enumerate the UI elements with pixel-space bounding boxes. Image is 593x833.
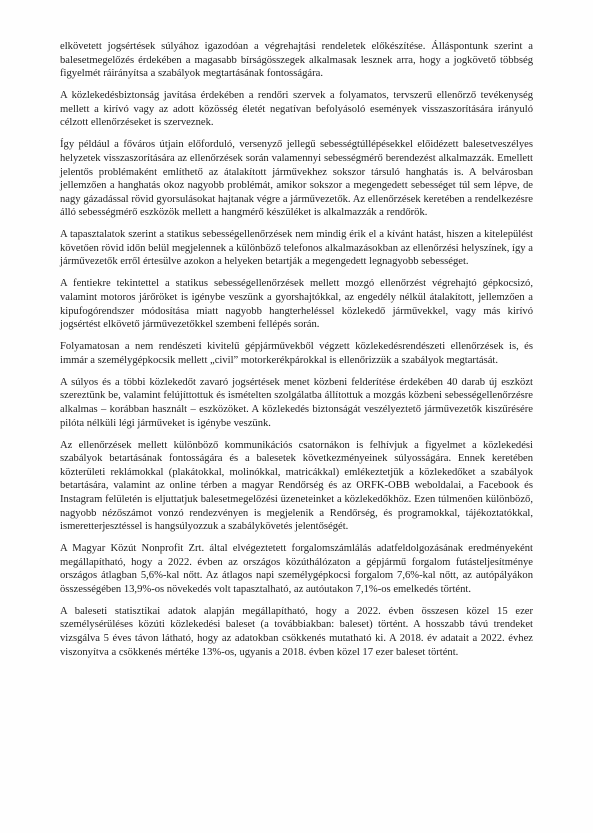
paragraph: A közlekedésbiztonság javítása érdekében a rendőri szervek a folyamatos, tervszerű ellenőrző tevékenység mellett a kirívó vagy az adott közösség életét negatívan befolyásoló események visszaszorítására irányuló célzott ellenőrzéseket is szerveznek. bbox=[60, 90, 533, 129]
paragraph: Így például a főváros útjain előforduló, versenyző jellegű sebességtúllépésekkel előidézett balesetveszélyes helyzetek visszaszorítására az ellenőrzések során valamennyi sebességmérő berendezést alkalmazzák. Emellett jelentős problémaként említhető az átalakított járművekhez sokszor társuló hanghatás is. A belvárosban jellemzően a hanghatás okoz nagyobb problémát, amikor sokszor a megengedett sebességet túl sem lépve, de nagy gázadással rövid gyorsulásokat hajtanak végre a járművezetők. Az ellenőrzések keretében a rendelkezésre álló sebességmérő eszközök mellett a hangmérő készüléket is alkalmazzák a rendőrök. bbox=[60, 139, 533, 219]
paragraph: A tapasztalatok szerint a statikus sebességellenőrzések nem mindig érik el a kívánt hatást, hiszen a kitelepülést követően rövid időn belül megjelennek a különböző telefonos alkalmazásokban az ellenőrzési helyszínek, így a járművezetők erről értesülve azokon a helyeken betartják a megengedett legnagyobb sebességet. bbox=[60, 229, 533, 268]
paragraph: A baleseti statisztikai adatok alapján megállapítható, hogy a 2022. évben összesen közel 15 ezer személysérüléses közúti közlekedési baleset (a továbbiakban: baleset) történt. A hosszabb távú trendeket vizsgálva 5 éves távon látható, hogy az adatokban csökkenés mutatható ki. A 2018. év adatait a 2022. évhez viszonyítva a csökkenés mértéke 13%-os, ugyanis a 2018. évben közel 17 ezer baleset történt. bbox=[60, 605, 533, 658]
paragraph: A súlyos és a többi közlekedőt zavaró jogsértések menet közbeni felderítése érdekében 40 darab új eszközt szereztünk be, valamint felújíttottuk és ismételten szolgálatba állítottuk a mozgás közbeni sebességellenőrzésre alkalmas – korábban használt – eszközöket. A közlekedés biztonságát veszélyeztető járművezetők kiszűrésére pilóta nélküli légi járműveket is igénybe veszünk. bbox=[60, 376, 533, 429]
paragraph: Folyamatosan a nem rendészeti kivitelű gépjárművekből végzett közlekedésrendészeti ellenőrzések is, és immár a személygépkocsik mellett „civil” motorkerékpárokkal is ellenőrizzük a szabályok megtartását. bbox=[60, 341, 533, 366]
paragraph: elkövetett jogsértések súlyához igazodóan a végrehajtási rendeletek előkészítése. Álláspontunk szerint a balesetmegelőzés érdekében a magasabb bírságösszegek alkalmasak lesznek arra, hogy a jogkövető többség figyelmét ráirányítsa a szabályok megtartásának fontosságára. bbox=[60, 41, 533, 80]
document-body bbox=[60, 40, 533, 668]
paragraph: Az ellenőrzések mellett különböző kommunikációs csatornákon is felhívjuk a figyelmet a közlekedési szabályok betartásának fontosságára és a balesetek következményeinek súlyosságára. Ennek keretében közterületi reklámokkal (plakátokkal, molinókkal, matricákkal) emlékeztetjük a közlekedőket a szabályok betartására, valamint az online térben a magyar Rendőrség és az ORFK-OBB weboldalai, a Facebook és Instagram felületén is eljuttatjuk balesetmegelőzési üzeneteinket a közlekedőkhöz. Ezen túlmenően különböző, nagyobb nézőszámot vonzó rendezvényen is megjelenik a Rendőrség, és programokkal, tájékoztatókkal, ismeretterjesztéssel is hangsúlyozzuk a szabálykövetés jelentőségét. bbox=[60, 439, 533, 533]
paragraph: A Magyar Közút Nonprofit Zrt. által elvégeztetett forgalomszámlálás adatfeldolgozásának eredményeként megállapítható, hogy a 2022. évben az országos közúthálózaton a gépjármű forgalom futásteljesítménye országos átlagban 5,6%-kal nőtt. Az átlagos napi személygépkocsi forgalom 7,6%-kal nőtt, az autópályákon összességében 13,9%-os növekedés volt tapasztalható, az autóutakon 7,1%-os emelkedés történt. bbox=[60, 543, 533, 595]
paragraph: A fentiekre tekintettel a statikus sebességellenőrzések mellett mozgó ellenőrzést végrehajtó gépkocsizó, valamint motoros járőröket is igénybe veszünk a gyorshajtókkal, az engedély nélkül átalakított, jellemzően a kipufogórendszer módosítása miatt nagyobb hangterheléssel közlekedő járművekkel, vagy más kirívó jogsértést elkövető járművezetőkkel szembeni fellépés során. bbox=[60, 278, 533, 331]
